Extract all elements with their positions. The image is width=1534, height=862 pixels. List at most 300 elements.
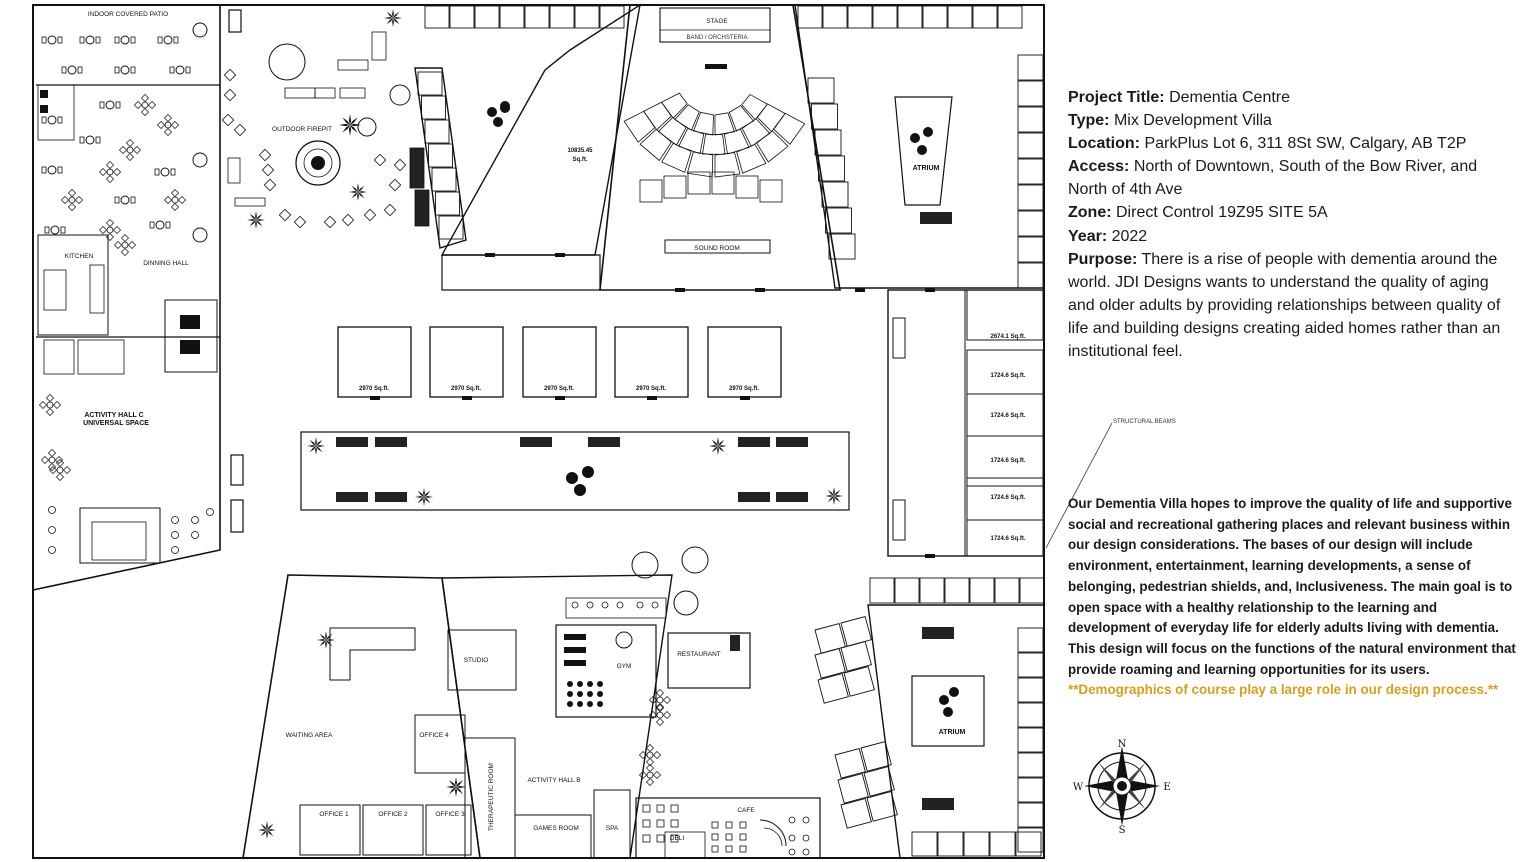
cafe-stool xyxy=(789,849,795,855)
tree xyxy=(487,107,497,117)
stool xyxy=(587,602,593,608)
palm-frond xyxy=(339,124,350,126)
unit xyxy=(923,6,947,28)
chair xyxy=(166,222,170,228)
chair xyxy=(131,67,135,73)
palm-frond xyxy=(358,192,364,198)
seat xyxy=(394,159,405,170)
palm-frond xyxy=(326,640,332,646)
seat-block xyxy=(662,93,688,118)
palm-frond xyxy=(384,17,393,19)
palm-frond xyxy=(350,124,361,126)
unit xyxy=(1018,628,1043,652)
palm-frond xyxy=(320,634,326,640)
palm-frond xyxy=(833,496,835,505)
kitchen-room xyxy=(38,235,108,335)
palm-frond xyxy=(449,787,456,794)
bench xyxy=(372,32,386,60)
palm-frond xyxy=(424,496,433,498)
seat xyxy=(364,209,375,220)
unit xyxy=(998,6,1022,28)
palm-frond xyxy=(325,640,327,649)
chair xyxy=(78,67,82,73)
seat-block xyxy=(760,180,782,202)
label-universal-space: UNIVERSAL SPACE xyxy=(83,420,149,427)
location-row xyxy=(1068,132,1518,155)
label-stage: STAGE xyxy=(706,18,728,25)
palm-frond xyxy=(709,445,718,447)
label-activity-hall-b: ACTIVITY HALL B xyxy=(527,777,581,784)
year-label: Year: xyxy=(1068,227,1108,245)
seat-block xyxy=(640,180,662,202)
seat xyxy=(259,149,270,160)
palm-frond xyxy=(712,446,718,452)
seat-block xyxy=(724,129,749,154)
weight xyxy=(597,691,603,697)
table xyxy=(657,697,663,703)
unit xyxy=(1018,778,1043,802)
counter-arc xyxy=(764,828,782,846)
palm-frond xyxy=(392,18,394,27)
seat-block xyxy=(664,176,686,198)
unit xyxy=(1018,55,1043,80)
treadmill xyxy=(564,660,586,666)
chair xyxy=(80,37,84,43)
chair xyxy=(653,751,660,758)
palm-frond xyxy=(358,191,367,193)
chair xyxy=(113,168,120,175)
bench xyxy=(235,198,265,206)
dining-tables xyxy=(39,23,213,554)
weight xyxy=(597,701,603,707)
project-title-value: Dementia Centre xyxy=(1169,89,1291,106)
unit xyxy=(500,6,524,28)
tree xyxy=(910,133,920,143)
weight xyxy=(587,691,593,697)
label-activity-hall-c: ACTIVITY HALL C xyxy=(84,412,144,419)
table xyxy=(106,101,114,109)
palm-frond xyxy=(455,777,457,787)
year-row xyxy=(1068,225,1518,248)
project-title-row xyxy=(1068,86,1518,109)
label-atrium-bottom: ATRIUM xyxy=(938,729,966,736)
bench xyxy=(375,492,407,502)
year-value: 2022 xyxy=(1111,227,1148,245)
unit xyxy=(1018,678,1043,702)
unit xyxy=(425,120,449,143)
palm-frond xyxy=(342,117,350,125)
palm-frond xyxy=(256,214,262,220)
seat-block xyxy=(679,128,704,153)
bench xyxy=(738,437,770,447)
cafe-table xyxy=(643,805,650,812)
compass-w: W xyxy=(1072,782,1084,793)
chair xyxy=(174,37,178,43)
unit xyxy=(920,578,944,603)
chair xyxy=(96,137,100,143)
chair xyxy=(126,153,133,160)
seat xyxy=(234,124,245,135)
compass-n: N xyxy=(1117,739,1127,750)
bench xyxy=(315,88,335,98)
label-unit-c2: 2970 Sq.ft. xyxy=(450,386,482,392)
palm-frond xyxy=(393,12,399,18)
left-wing xyxy=(33,5,220,590)
chair xyxy=(141,94,148,101)
palm-frond xyxy=(456,780,463,787)
table xyxy=(51,226,59,234)
tree-canopy xyxy=(269,44,305,80)
chair xyxy=(646,778,653,785)
chair xyxy=(116,102,120,108)
label-gym: GYM xyxy=(616,663,632,670)
unit xyxy=(967,350,1043,394)
seat-block xyxy=(644,102,672,130)
chair xyxy=(653,771,660,778)
unit xyxy=(798,6,822,28)
palm-frond xyxy=(718,445,727,447)
table xyxy=(164,36,172,44)
palm-frond xyxy=(828,496,834,502)
palm-frond xyxy=(358,186,364,192)
palm-frond xyxy=(717,446,719,455)
unit xyxy=(1018,653,1043,677)
weight xyxy=(587,681,593,687)
seat-block xyxy=(624,111,655,142)
cafe-table xyxy=(712,822,718,828)
unit xyxy=(425,6,449,28)
cafe-table xyxy=(671,805,678,812)
right-units-block xyxy=(888,290,1044,556)
bench xyxy=(338,60,368,70)
compass-s: S xyxy=(1118,825,1126,836)
chair xyxy=(45,227,49,233)
type-label: Type: xyxy=(1068,112,1110,130)
seat xyxy=(389,179,400,190)
purpose-label: Purpose: xyxy=(1068,250,1138,268)
cafe-table xyxy=(657,805,664,812)
access-value: North of Downtown, South of the Bow River, and North of 4th Ave xyxy=(1068,158,1478,199)
cafe-table xyxy=(740,846,746,852)
unit xyxy=(938,832,963,856)
bench xyxy=(588,437,620,447)
games-room-box xyxy=(515,815,591,858)
treadmill xyxy=(564,647,586,653)
purpose-value: There is a rise of people with dementia around the world. JDI Designs wants to understand the quality of aging and older adults by providing relationships between quality of life and building designs creating aided homes rather than an institutional feel. xyxy=(1068,250,1501,361)
unit xyxy=(898,6,922,28)
cafe-table xyxy=(643,820,650,827)
unit xyxy=(418,72,442,95)
chair xyxy=(186,67,190,73)
spa-room xyxy=(594,790,630,858)
chair xyxy=(131,37,135,43)
stool xyxy=(572,602,578,608)
label-unit-r4: 1724.6 Sq.ft. xyxy=(990,458,1026,464)
palm-frond xyxy=(247,219,256,221)
zone-label: Zone: xyxy=(1068,204,1112,222)
bench xyxy=(285,88,315,98)
palm-frond xyxy=(350,117,358,125)
unit xyxy=(912,832,937,856)
bench xyxy=(228,158,240,183)
palm-frond xyxy=(424,491,430,497)
compass-e: E xyxy=(1163,782,1171,793)
palm-frond xyxy=(833,487,835,496)
chair xyxy=(157,121,164,128)
unit xyxy=(429,144,453,167)
stool xyxy=(652,602,658,608)
palm-frond xyxy=(267,824,273,830)
theatre-seating xyxy=(624,64,804,202)
stool xyxy=(207,509,214,516)
unit xyxy=(525,6,549,28)
chair xyxy=(170,67,174,73)
cafe-stool xyxy=(803,849,809,855)
angled-units xyxy=(815,617,897,829)
palm-frond xyxy=(352,192,358,198)
chair xyxy=(53,401,60,408)
chair xyxy=(61,227,65,233)
palm-frond xyxy=(250,214,256,220)
unit xyxy=(967,290,1043,340)
unit xyxy=(815,130,841,155)
unit xyxy=(948,6,972,28)
table xyxy=(86,36,94,44)
podium xyxy=(705,64,727,69)
chair xyxy=(46,408,53,415)
seat xyxy=(374,154,385,165)
weight xyxy=(567,701,573,707)
seat-block xyxy=(702,134,725,154)
door xyxy=(485,253,495,257)
location-value: ParkPlus Lot 6, 311 8St SW, Calgary, AB T2P xyxy=(1144,135,1467,153)
palm-frond xyxy=(418,497,424,503)
chair xyxy=(58,167,62,173)
chair xyxy=(148,101,155,108)
chair xyxy=(171,169,175,175)
unit xyxy=(439,216,463,239)
tree xyxy=(923,127,933,137)
tree xyxy=(582,466,594,478)
chair xyxy=(164,128,171,135)
table xyxy=(57,467,63,473)
cafe-stool xyxy=(789,817,795,823)
bench xyxy=(776,437,808,447)
table xyxy=(647,772,653,778)
weight xyxy=(577,701,583,707)
chair xyxy=(75,196,82,203)
chair xyxy=(128,241,135,248)
table xyxy=(47,402,53,408)
seat xyxy=(264,179,275,190)
palm-frond xyxy=(261,830,267,836)
palm-frond xyxy=(349,114,351,125)
seat xyxy=(279,209,290,220)
stool xyxy=(172,517,179,524)
weight xyxy=(567,681,573,687)
cafe-table xyxy=(712,846,718,852)
label-studio: STUDIO xyxy=(463,657,489,664)
table xyxy=(48,166,56,174)
palm-frond xyxy=(392,9,394,18)
unit xyxy=(895,578,919,603)
label-hall-area: 10835.45 xyxy=(567,148,593,154)
table xyxy=(176,66,184,74)
chair xyxy=(150,222,154,228)
palm-frond xyxy=(310,446,316,452)
chair xyxy=(115,67,119,73)
label-games-room: GAMES ROOM xyxy=(533,825,579,832)
label-atrium-top: ATRIUM xyxy=(912,165,940,172)
unit xyxy=(848,6,872,28)
compass-rose-icon xyxy=(1070,738,1174,834)
chair xyxy=(106,161,113,168)
chair xyxy=(121,248,128,255)
table xyxy=(165,122,171,128)
cafe-table xyxy=(726,846,732,852)
table xyxy=(121,196,129,204)
type-value: Mix Development Villa xyxy=(1113,112,1272,130)
unit xyxy=(575,6,599,28)
chair xyxy=(80,137,84,143)
palm-frond xyxy=(316,446,322,452)
access-label: Access: xyxy=(1068,158,1130,176)
chair xyxy=(62,67,66,73)
label-restaurant: RESTAURANT xyxy=(677,651,721,658)
table xyxy=(107,169,113,175)
seat xyxy=(262,164,273,175)
unit xyxy=(1018,81,1043,106)
palm-frond xyxy=(424,497,430,503)
zone-row xyxy=(1068,201,1518,224)
seat xyxy=(384,204,395,215)
label-band: BAND / ORCHSTERIA xyxy=(686,35,748,41)
unit xyxy=(1018,803,1043,827)
palm-frond xyxy=(315,446,317,455)
palm-frond xyxy=(393,18,399,24)
bench xyxy=(375,437,407,447)
description-accent: **Demographics of course play a large role in our design process.** xyxy=(1068,682,1499,698)
seat-block xyxy=(757,104,785,132)
chair xyxy=(663,711,670,718)
label-office4: OFFICE 4 xyxy=(419,732,449,739)
palm-frond xyxy=(834,496,840,502)
unit xyxy=(432,168,456,191)
label-spa: SPA xyxy=(605,825,619,832)
label-therapeutic-room: THERAPEUTIC ROOM xyxy=(488,763,495,831)
table xyxy=(127,147,133,153)
stool xyxy=(617,602,623,608)
chair xyxy=(68,203,75,210)
chair xyxy=(131,197,135,203)
label-unit-c5: 2970 Sq.ft. xyxy=(728,386,760,392)
seat xyxy=(224,89,235,100)
reception xyxy=(330,628,415,680)
chair xyxy=(134,101,141,108)
cafe-table xyxy=(726,822,732,828)
unit xyxy=(995,578,1019,603)
treadmill xyxy=(564,634,586,640)
unit xyxy=(973,6,997,28)
chair xyxy=(663,696,670,703)
chair xyxy=(58,117,62,123)
zone-value: Direct Control 19Z95 SITE 5A xyxy=(1116,204,1328,222)
office4-room xyxy=(415,715,465,773)
palm-frond xyxy=(255,211,257,220)
bench xyxy=(340,88,365,98)
unit xyxy=(870,578,894,603)
chair xyxy=(99,168,106,175)
tree xyxy=(493,117,503,127)
palm-frond xyxy=(255,220,257,229)
cafe-stool xyxy=(803,817,809,823)
palm-frond xyxy=(834,495,843,497)
stool xyxy=(49,547,56,554)
table xyxy=(68,66,76,74)
chair xyxy=(42,167,46,173)
unit xyxy=(450,6,474,28)
unit xyxy=(1018,159,1043,184)
palm-frond xyxy=(423,488,425,497)
seat-block xyxy=(737,144,766,173)
chair xyxy=(656,718,663,725)
palm-frond xyxy=(266,830,268,839)
palm-frond xyxy=(342,125,350,133)
palm-frond xyxy=(256,220,262,226)
palm-frond xyxy=(828,490,834,496)
unit xyxy=(873,6,897,28)
label-unit-c1: 2970 Sq.ft. xyxy=(358,386,390,392)
cafe-tables xyxy=(643,805,809,855)
cafe-stool xyxy=(803,835,809,841)
label-office3: OFFICE 3 xyxy=(435,811,465,818)
project-title-label: Project Title: xyxy=(1068,89,1165,106)
palm-frond xyxy=(415,496,424,498)
chair xyxy=(155,169,159,175)
right-units xyxy=(967,290,1043,556)
cafe-table xyxy=(671,820,678,827)
palm-frond xyxy=(834,490,840,496)
bench xyxy=(776,492,808,502)
weight xyxy=(577,691,583,697)
table xyxy=(172,197,178,203)
chair xyxy=(119,146,126,153)
chair xyxy=(56,473,63,480)
palm-frond xyxy=(350,125,358,133)
hall-10835 xyxy=(442,5,640,255)
stool xyxy=(637,602,643,608)
palm-frond xyxy=(258,829,267,831)
chair xyxy=(171,189,178,196)
purpose-row xyxy=(1068,248,1518,363)
palm-frond xyxy=(718,446,724,452)
palm-frond xyxy=(357,183,359,192)
palm-frond xyxy=(352,186,358,192)
chair xyxy=(68,189,75,196)
door xyxy=(675,288,685,292)
stool xyxy=(192,532,199,539)
table xyxy=(48,36,56,44)
chair xyxy=(141,108,148,115)
palm-frond xyxy=(310,440,316,446)
unit xyxy=(841,617,871,647)
unit xyxy=(1018,107,1043,132)
label-indoor-patio: INDOOR COVERED PATIO xyxy=(87,11,169,18)
cafe-table xyxy=(657,835,664,842)
chair xyxy=(48,449,55,456)
unit xyxy=(422,96,446,119)
description-body: Our Dementia Villa hopes to improve the quality of life and supportive social and recreational gathering places and relevant business within our design considerations. The bases of our design will include environment, entertainment, learning developments, a sense of belonging, pedestrian shields, and, Inclusiveness. The main goal is to open space with a healthy relationship to the learning and development of everyday life for elderly adults living with dementia. This design will focus on the functions of the natural environment that provide roaming and learning opportunities for its users. xyxy=(1068,496,1516,677)
